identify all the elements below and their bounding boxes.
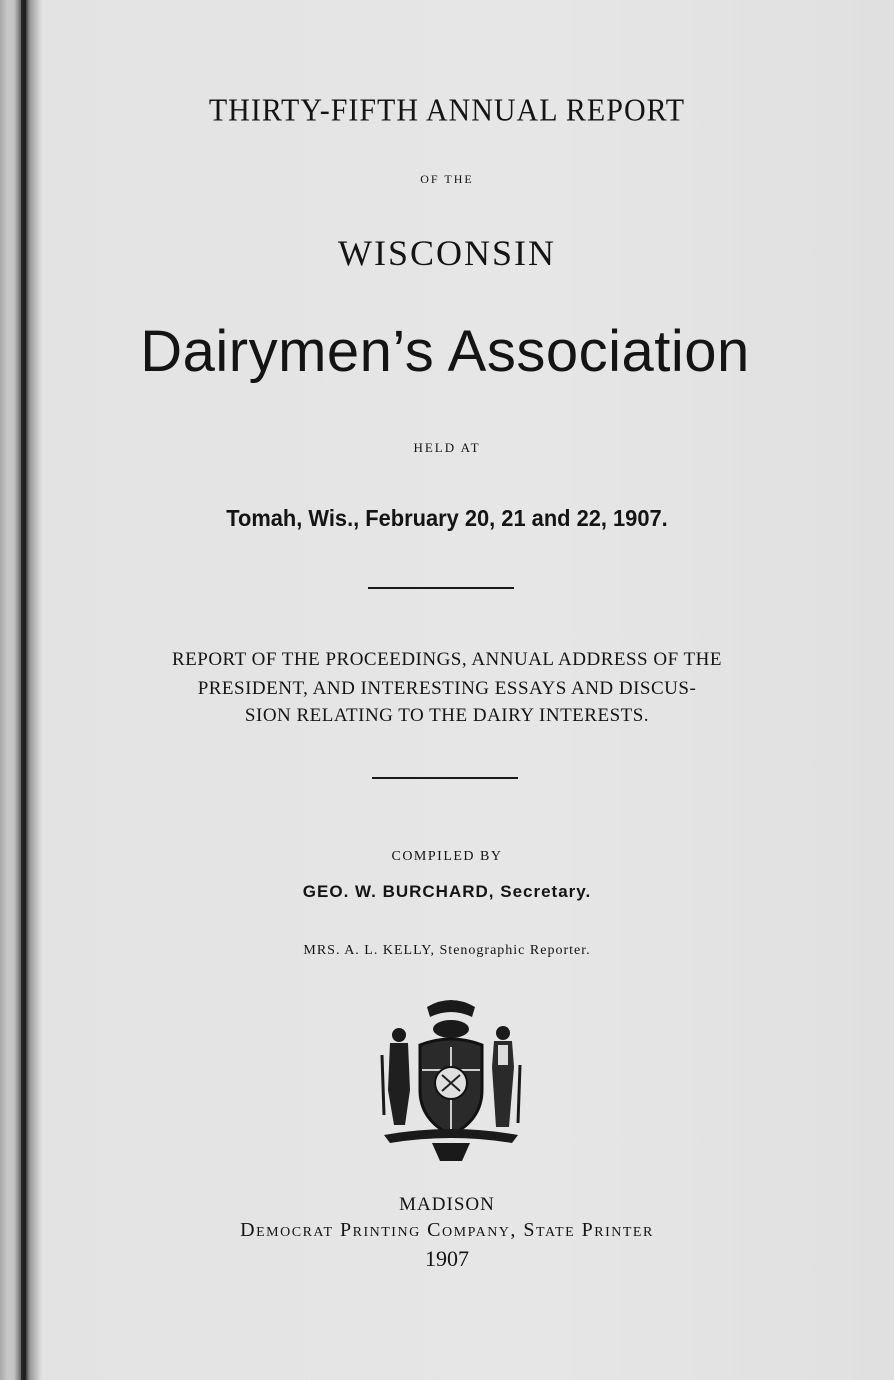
state-seal-icon	[372, 995, 530, 1167]
compiled-by-label: COMPILED BY	[391, 849, 503, 864]
description-line-2: PRESIDENT, AND INTERESTING ESSAYS AND DISCUS-	[197, 678, 697, 699]
description-line-3: SION RELATING TO THE DAIRY INTERESTS.	[244, 705, 650, 726]
held-at-label: HELD AT	[413, 440, 481, 455]
imprint-city: MADISON	[399, 1194, 495, 1215]
imprint-printer: Democrat Printing Company, State Printer	[240, 1219, 654, 1241]
report-title: THIRTY-FIFTH ANNUAL REPORT	[208, 93, 686, 128]
description-line-1: REPORT OF THE PROCEEDINGS, ANNUAL ADDRESS OF THE	[171, 649, 722, 670]
imprint-year: 1907	[425, 1246, 469, 1271]
divider-rule	[368, 587, 514, 589]
reporter-name: MRS. A. L. KELLY, Stenographic Reporter.	[303, 943, 591, 958]
of-the-label: OF THE	[420, 172, 474, 186]
state-name: WISCONSIN	[337, 233, 556, 273]
divider-rule	[372, 777, 518, 779]
meeting-place-date: Tomah, Wis., February 20, 21 and 22, 1907.	[226, 505, 668, 531]
association-name: Dairymen’s Association	[140, 319, 750, 384]
secretary-name: GEO. W. BURCHARD, Secretary.	[302, 882, 592, 901]
